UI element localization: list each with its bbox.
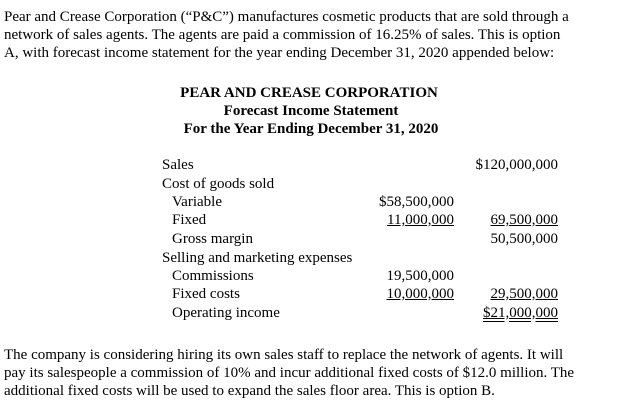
row-label: Fixed: [172, 212, 207, 228]
row-label: Variable: [172, 194, 222, 210]
row-total-value: $21,000,000: [483, 305, 558, 321]
row-variable: [0, 193, 634, 212]
statement-title: Forecast Income Statement: [223, 103, 399, 119]
row-operating-income: [0, 304, 634, 323]
outro-line-2: pay its salespeople a commission of 10% and incur additional fixed costs of $12.0 million. The: [4, 365, 575, 381]
row-commissions: [0, 267, 634, 286]
outro-line-1: The company is considering hiring its own sales staff to replace the network of agents. It will: [4, 347, 564, 363]
row-label: Selling and marketing expenses: [162, 250, 353, 266]
outro-line-3: additional fixed costs will be used to expand the sales floor area. This is option B.: [4, 383, 495, 399]
row-label: Gross margin: [172, 231, 253, 247]
row-gross-margin: [0, 230, 634, 249]
statement-company-name: PEAR AND CREASE CORPORATION: [180, 85, 438, 101]
row-subtotal-value: 19,500,000: [386, 268, 454, 284]
row-selling-and-marketing: [0, 249, 634, 268]
intro-line-1: Pear and Crease Corporation (“P&C”) manufactures cosmetic products that are sold through a: [4, 9, 569, 25]
row-label: Operating income: [172, 305, 280, 321]
row-sales: [0, 156, 634, 175]
outro-paragraph: [4, 346, 628, 400]
intro-line-3: A, with forecast income statement for the year ending December 31, 2020 appended below:: [4, 45, 555, 61]
statement-period: For the Year Ending December 31, 2020: [183, 121, 439, 137]
intro-paragraph: [4, 8, 628, 62]
row-total-value: $120,000,000: [475, 157, 558, 173]
row-fixed-costs: [0, 285, 634, 304]
row-label: Cost of goods sold: [162, 176, 275, 192]
row-label: Commissions: [172, 268, 254, 284]
row-label: Sales: [162, 157, 194, 173]
intro-line-2: network of sales agents. The agents are paid a commission of 16.25% of sales. This is option: [4, 27, 561, 43]
row-cost-of-goods-sold: [0, 175, 634, 194]
row-fixed: [0, 211, 634, 230]
row-total-value: 50,500,000: [490, 231, 558, 247]
row-subtotal-value: 11,000,000: [387, 212, 454, 228]
row-total-value: 29,500,000: [490, 286, 558, 302]
row-label: Fixed costs: [172, 286, 240, 302]
row-subtotal-value: $58,500,000: [379, 194, 454, 210]
row-total-value: 69,500,000: [490, 212, 558, 228]
row-subtotal-value: 10,000,000: [386, 286, 454, 302]
